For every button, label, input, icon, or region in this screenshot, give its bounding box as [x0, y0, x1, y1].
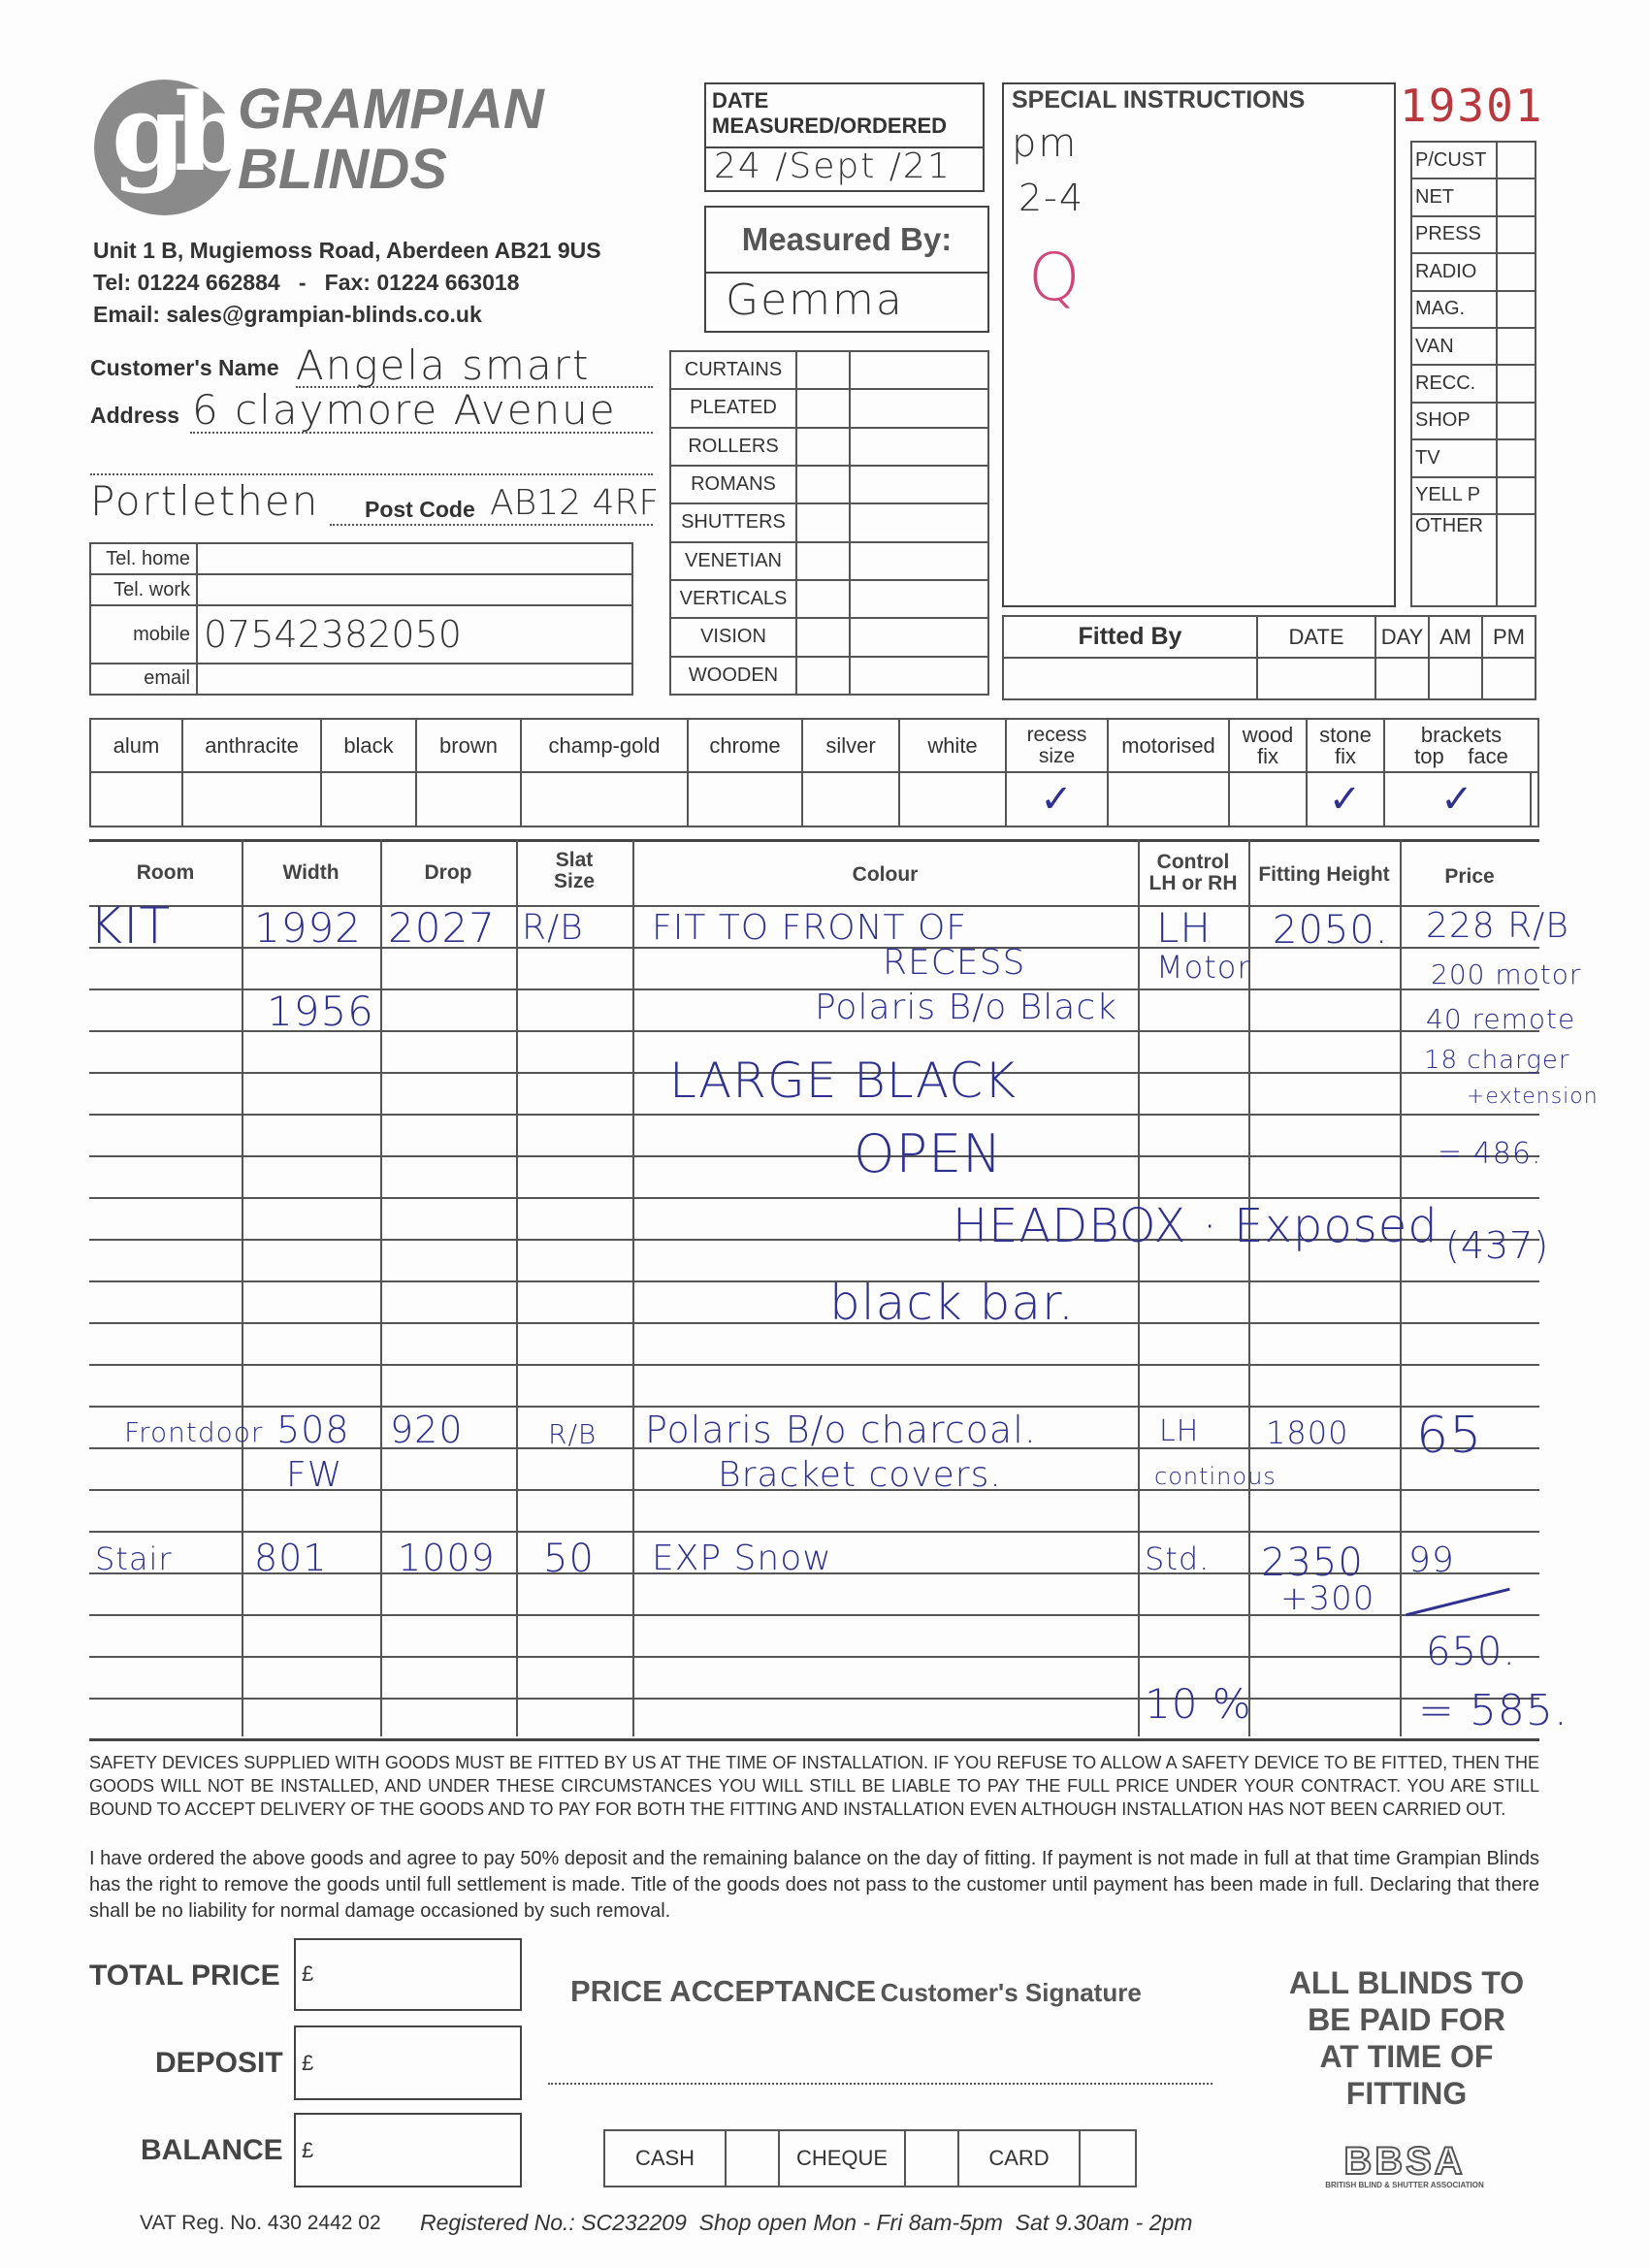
fitted-day-field[interactable] — [1375, 658, 1429, 699]
check-mark: ✓ — [1440, 777, 1474, 822]
address-line2[interactable]: Portlethen — [90, 477, 320, 525]
source-option: RECC. — [1411, 365, 1497, 402]
contact-table — [89, 542, 633, 696]
currency-symbol: £ — [302, 2138, 314, 2162]
table-row-line — [89, 1364, 1539, 1366]
colour-option: anthracite — [182, 719, 321, 772]
company-address: Unit 1 B, Mugiemoss Road, Aberdeen AB21 9US — [93, 238, 601, 263]
tick-mark — [1406, 1588, 1509, 1617]
total-price-field[interactable] — [294, 1938, 522, 2011]
note-price[interactable]: 650. — [1426, 1630, 1517, 1674]
blind-type-label: VISION — [670, 618, 796, 656]
note-room[interactable]: Stair — [95, 1540, 173, 1577]
motorised-label: motorised — [1108, 719, 1229, 772]
balance-field[interactable] — [294, 2113, 522, 2187]
contact-field[interactable] — [197, 543, 632, 574]
header-price: Price — [1444, 865, 1495, 888]
table-row-line — [89, 1114, 1539, 1116]
note-control[interactable]: LH — [1159, 1414, 1200, 1448]
header-room: Room — [136, 861, 195, 884]
customer-signature-label: Customer's Signature — [880, 1978, 1142, 2007]
note-price[interactable]: 99 — [1408, 1540, 1455, 1580]
blind-type-label: CURTAINS — [670, 351, 796, 389]
instruction-line[interactable]: pm — [1012, 121, 1079, 166]
source-option: RADIO — [1411, 253, 1497, 290]
note-room[interactable]: Frontdoor — [124, 1416, 264, 1448]
contact-field[interactable] — [197, 664, 632, 695]
cash-checkbox[interactable] — [726, 2130, 779, 2187]
colour-checkbox[interactable] — [521, 772, 688, 826]
source-checkbox[interactable] — [1497, 178, 1536, 215]
cheque-checkbox[interactable] — [905, 2130, 958, 2187]
customer-name-label: Customer's Name — [90, 355, 279, 380]
note-price[interactable]: = 585. — [1418, 1686, 1568, 1735]
note-drop[interactable]: 1009 — [398, 1537, 496, 1579]
order-number: 19301 — [1400, 80, 1544, 132]
deposit-label: DEPOSIT — [155, 2047, 283, 2079]
special-instructions-label: SPECIAL INSTRUCTIONS — [1012, 86, 1306, 113]
note-fitting[interactable]: +300 — [1280, 1579, 1375, 1618]
table-row-line — [89, 1406, 1539, 1408]
payment-cash: CASH — [604, 2130, 726, 2187]
measured-by-value[interactable]: Gemma — [726, 275, 904, 325]
logo-letters: gb — [112, 70, 238, 195]
stone-fix-label: stone fix — [1307, 719, 1384, 772]
date-label-2: MEASURED/ORDERED — [712, 113, 948, 138]
measured-by-label: Measured By: — [706, 208, 987, 274]
company-logo — [94, 70, 238, 215]
header-drop: Drop — [424, 861, 472, 884]
date-box — [704, 82, 985, 192]
company-phones: Tel: 01224 662884 - Fax: 01224 663018 — [93, 270, 520, 295]
blind-type-label: VENETIAN — [670, 542, 796, 580]
note-width[interactable]: FW — [286, 1455, 343, 1495]
note-price[interactable]: 18 charger — [1424, 1046, 1570, 1075]
note-width[interactable]: 508 — [276, 1409, 350, 1451]
blind-type-checkbox[interactable] — [796, 389, 850, 427]
note-colour[interactable]: LARGE BLACK — [669, 1053, 1017, 1109]
payment-method-table — [603, 2129, 1137, 2187]
blind-type-checkbox[interactable] — [796, 428, 850, 466]
note-slat[interactable]: R/B — [548, 1418, 598, 1450]
payment-card: CARD — [958, 2130, 1080, 2187]
source-option: OTHER — [1411, 514, 1497, 606]
blind-type-label: VERTICALS — [670, 580, 796, 618]
header-slat-size — [516, 850, 632, 892]
colour-option: champ-gold — [521, 719, 688, 772]
table-row-line — [89, 1531, 1539, 1533]
blind-type-notes[interactable] — [850, 351, 988, 389]
special-instructions-box — [1002, 82, 1396, 607]
note-width[interactable]: 1956 — [267, 988, 374, 1035]
note-drop[interactable]: 920 — [390, 1409, 464, 1451]
motorised-checkbox[interactable] — [1108, 772, 1229, 826]
colour-option: silver — [802, 719, 899, 772]
fitted-am-label: AM — [1429, 616, 1482, 658]
customer-name[interactable]: Angela smart — [296, 341, 591, 389]
note-control[interactable]: 10 % — [1145, 1680, 1252, 1728]
header-control — [1138, 852, 1248, 894]
instruction-line[interactable]: 2-4 — [1018, 177, 1085, 219]
colour-checkbox[interactable] — [182, 772, 321, 826]
postcode-label: Post Code — [365, 497, 475, 522]
payment-notice — [1261, 1964, 1552, 2112]
registration-info: Registered No.: SC232209 Shop open Mon - Fri 8am-5pm Sat 9.30am - 2pm — [420, 2210, 1193, 2235]
blind-type-notes[interactable] — [850, 542, 988, 580]
recess-size-label: recess size — [1006, 719, 1108, 772]
blind-type-notes[interactable] — [850, 389, 988, 427]
note-drop[interactable]: 2027 — [388, 904, 496, 952]
blind-type-notes[interactable] — [850, 580, 988, 618]
fitted-pm-label: PM — [1482, 616, 1536, 658]
source-option: TV — [1411, 439, 1497, 476]
source-option: NET — [1411, 178, 1497, 215]
postcode[interactable]: AB12 4RF — [490, 483, 660, 523]
note-fitting[interactable]: 1800 — [1266, 1414, 1349, 1451]
header-control-2: LH or RH — [1148, 872, 1238, 894]
source-option: PRESS — [1411, 216, 1497, 253]
note-price[interactable]: = 486. — [1438, 1137, 1542, 1171]
contact-label: email — [90, 664, 197, 695]
blind-type-checkbox[interactable] — [796, 466, 850, 503]
brackets-label: brackets top face — [1384, 719, 1538, 772]
contact-label: mobile — [90, 605, 197, 663]
blind-type-label: PLEATED — [670, 389, 796, 427]
source-checkbox[interactable] — [1497, 365, 1536, 402]
bbsa-logo-text: BBSA — [1343, 2140, 1466, 2183]
blind-type-label: ROLLERS — [670, 428, 796, 466]
note-width[interactable]: 801 — [254, 1537, 328, 1579]
signature-line[interactable] — [548, 2083, 1212, 2085]
source-option: SHOP — [1411, 403, 1497, 439]
source-checkbox[interactable] — [1497, 439, 1536, 476]
colour-checkbox[interactable] — [802, 772, 899, 826]
header-slat: Slat — [555, 849, 594, 871]
note-colour[interactable]: black bar. — [829, 1275, 1075, 1331]
payment-cheque: CHEQUE — [779, 2130, 905, 2187]
contact-field[interactable] — [197, 574, 632, 605]
fitted-by-label: Fitted By — [1003, 616, 1257, 658]
instruction-line[interactable]: Q — [1028, 240, 1082, 316]
fitted-by-table — [1002, 615, 1536, 700]
source-option: MAG. — [1411, 291, 1497, 328]
blind-type-label: SHUTTERS — [670, 503, 796, 541]
blind-types-table — [669, 350, 989, 696]
price-acceptance — [570, 1974, 1142, 2009]
source-checkbox[interactable] — [1497, 403, 1536, 439]
balance-label: BALANCE — [141, 2134, 283, 2166]
note-colour[interactable]: Bracket covers. — [718, 1455, 1002, 1495]
colour-checkbox[interactable] — [899, 772, 1006, 826]
colour-option: chrome — [688, 719, 802, 772]
note-slat[interactable]: 50 — [543, 1537, 595, 1581]
colour-option: black — [321, 719, 416, 772]
currency-symbol: £ — [302, 1961, 314, 1986]
table-row-line — [89, 1656, 1539, 1658]
notice-line: BE PAID FOR — [1308, 2002, 1505, 2037]
source-option: P/CUST — [1411, 142, 1497, 178]
fitted-date-label: DATE — [1257, 616, 1375, 658]
fitted-day-label: DAY — [1375, 616, 1429, 658]
total-price-label: TOTAL PRICE — [89, 1960, 280, 1992]
colour-option: brown — [416, 719, 521, 772]
table-row-line — [89, 1280, 1539, 1282]
price-acceptance-title: PRICE ACCEPTANCE — [570, 1974, 877, 2008]
fitted-by-field[interactable] — [1003, 658, 1257, 699]
note-price[interactable]: 228 R/B — [1426, 906, 1569, 946]
fitted-date-field[interactable] — [1257, 658, 1375, 699]
table-row-line — [89, 1322, 1539, 1324]
source-option: YELL P — [1411, 477, 1497, 514]
note-price[interactable]: 200 motor — [1431, 958, 1582, 990]
table-row-line — [89, 1155, 1539, 1157]
source-option: VAN — [1411, 328, 1497, 365]
recess-size-checkbox[interactable] — [1006, 772, 1108, 826]
address-line1[interactable]: 6 claymore Avenue — [192, 386, 617, 434]
stone-fix-checkbox[interactable] — [1307, 772, 1384, 826]
blind-type-checkbox[interactable] — [796, 351, 850, 389]
note-colour[interactable]: OPEN — [854, 1123, 1003, 1184]
colour-option: white — [899, 719, 1006, 772]
blind-type-checkbox[interactable] — [796, 542, 850, 580]
contact-value: 07542382050 — [204, 613, 462, 657]
company-name-line2: BLINDS — [238, 138, 447, 201]
note-colour[interactable]: HEADBOX · Exposed — [953, 1199, 1439, 1253]
note-slat[interactable]: R/B — [522, 908, 584, 948]
company-name-line1: GRAMPIAN — [238, 78, 544, 141]
notice-line: FITTING — [1345, 2076, 1468, 2111]
fitted-pm-field[interactable] — [1482, 658, 1536, 699]
source-checkbox[interactable] — [1497, 477, 1536, 514]
header-control-1: Control — [1156, 851, 1230, 873]
colour-checkbox[interactable] — [321, 772, 416, 826]
contact-field[interactable] — [197, 605, 632, 663]
note-fitting[interactable]: 2050. — [1273, 908, 1389, 953]
date-value[interactable]: 24 /Sept /21 — [714, 146, 952, 186]
note-fitting[interactable]: 2350 — [1261, 1540, 1364, 1585]
source-checkbox[interactable] — [1497, 142, 1536, 178]
blind-type-label: WOODEN — [670, 657, 796, 695]
blind-type-label: ROMANS — [670, 466, 796, 503]
contact-label: Tel. work — [90, 574, 197, 605]
wood-fix-checkbox[interactable] — [1229, 772, 1307, 826]
note-control[interactable]: Motor — [1156, 949, 1251, 986]
wood-fix-label: wood fix — [1229, 719, 1307, 772]
header-fitting-height: Fitting Height — [1258, 863, 1390, 886]
company-name — [238, 80, 544, 200]
blind-type-checkbox[interactable] — [796, 503, 850, 541]
source-checkbox[interactable] — [1497, 216, 1536, 253]
bbsa-sub: BRITISH BLIND & SHUTTER ASSOCIATION — [1325, 2181, 1484, 2189]
note-colour[interactable]: RECESS — [883, 943, 1026, 983]
options-table — [89, 718, 1539, 827]
header-width: Width — [282, 861, 340, 884]
table-row-line — [89, 1698, 1539, 1700]
blind-type-notes[interactable] — [850, 466, 988, 503]
blind-type-checkbox[interactable] — [796, 657, 850, 695]
address-label: Address — [90, 403, 180, 428]
company-email: Email: sales@grampian-blinds.co.uk — [93, 302, 482, 327]
source-checkbox[interactable] — [1497, 291, 1536, 328]
note-control[interactable]: LH — [1156, 904, 1212, 952]
source-checkbox[interactable] — [1497, 514, 1536, 606]
note-price[interactable]: 65 — [1416, 1407, 1483, 1465]
blind-type-checkbox[interactable] — [796, 580, 850, 618]
note-colour[interactable]: EXP Snow — [652, 1539, 832, 1578]
blind-type-notes[interactable] — [850, 618, 988, 656]
note-colour[interactable]: Polaris B/o charcoal. — [645, 1409, 1037, 1451]
note-price[interactable]: (437) — [1445, 1224, 1550, 1267]
safety-text: SAFETY DEVICES SUPPLIED WITH GOODS MUST BE FITTED BY US AT THE TIME OF INSTALLATION. IF YOU REFUSE TO ALLOW A SAFETY DEVICE TO BE FITTED, THEN THE GOODS WILL NOT BE INSTALLED, AND UNDER THESE CIRCUMSTANCES YOU WILL STILL BE LIABLE TO PAY THE FULL PRICE UNDER YOUR CONTRACT. YOU ARE STILL BOUND TO ACCEPT DELIVERY OF THE GOODS AND TO PAY FOR BOTH THE FITTING AND INSTALLATION EVEN ALTHOUGH INSTALLATION HAS NOT BEEN CARRIED OUT. — [89, 1753, 1539, 1819]
note-control[interactable]: Std. — [1145, 1540, 1211, 1577]
notice-line: AT TIME OF — [1319, 2039, 1494, 2074]
header-size: Size — [553, 870, 596, 892]
source-checkbox[interactable] — [1497, 253, 1536, 290]
fitted-am-field[interactable] — [1429, 658, 1482, 699]
source-table — [1410, 141, 1536, 607]
colour-checkbox[interactable] — [416, 772, 521, 826]
brackets-face-checkbox[interactable] — [1531, 772, 1538, 826]
check-mark: ✓ — [1328, 777, 1363, 822]
vat-number: VAT Reg. No. 430 2442 02 — [140, 2212, 381, 2234]
blind-type-notes[interactable] — [850, 428, 988, 466]
blind-type-checkbox[interactable] — [796, 618, 850, 656]
measured-by-box — [704, 206, 989, 333]
blind-type-notes[interactable] — [850, 657, 988, 695]
note-colour[interactable]: Polaris B/o Black — [815, 988, 1117, 1027]
colour-checkbox[interactable] — [90, 772, 182, 826]
note-control[interactable]: continous — [1154, 1463, 1277, 1490]
source-checkbox[interactable] — [1497, 328, 1536, 365]
note-width[interactable]: 1992 — [254, 904, 362, 952]
contact-label: Tel. home — [90, 543, 197, 574]
note-price[interactable]: 40 remote — [1426, 1003, 1576, 1035]
blind-type-notes[interactable] — [850, 503, 988, 541]
date-label: DATE — [712, 88, 769, 113]
colour-checkbox[interactable] — [688, 772, 802, 826]
note-room[interactable]: KIT — [89, 897, 172, 956]
colour-option: alum — [90, 719, 182, 772]
note-colour[interactable]: FIT TO FRONT OF — [652, 908, 967, 948]
agreement-text: I have ordered the above goods and agree to pay 50% deposit and the remaining balance on the day of fitting. If payment is not made in full at that time Grampian Blinds has the right to remove the goods until full settlement is made. Title of the goods does not pass to the customer until payment has been made in full. Declaring that there shall be no liability for normal damage occasioned by such removal. — [89, 1848, 1539, 1922]
notice-line: ALL BLINDS TO — [1288, 1965, 1525, 2000]
bbsa-logo — [1292, 2142, 1517, 2189]
deposit-field[interactable] — [294, 2025, 522, 2100]
note-price[interactable]: +extension — [1467, 1085, 1599, 1109]
brackets-top-checkbox[interactable] — [1384, 772, 1531, 826]
card-checkbox[interactable] — [1080, 2130, 1136, 2187]
currency-symbol: £ — [302, 2051, 314, 2075]
check-mark: ✓ — [1040, 777, 1074, 822]
header-colour: Colour — [852, 863, 919, 886]
